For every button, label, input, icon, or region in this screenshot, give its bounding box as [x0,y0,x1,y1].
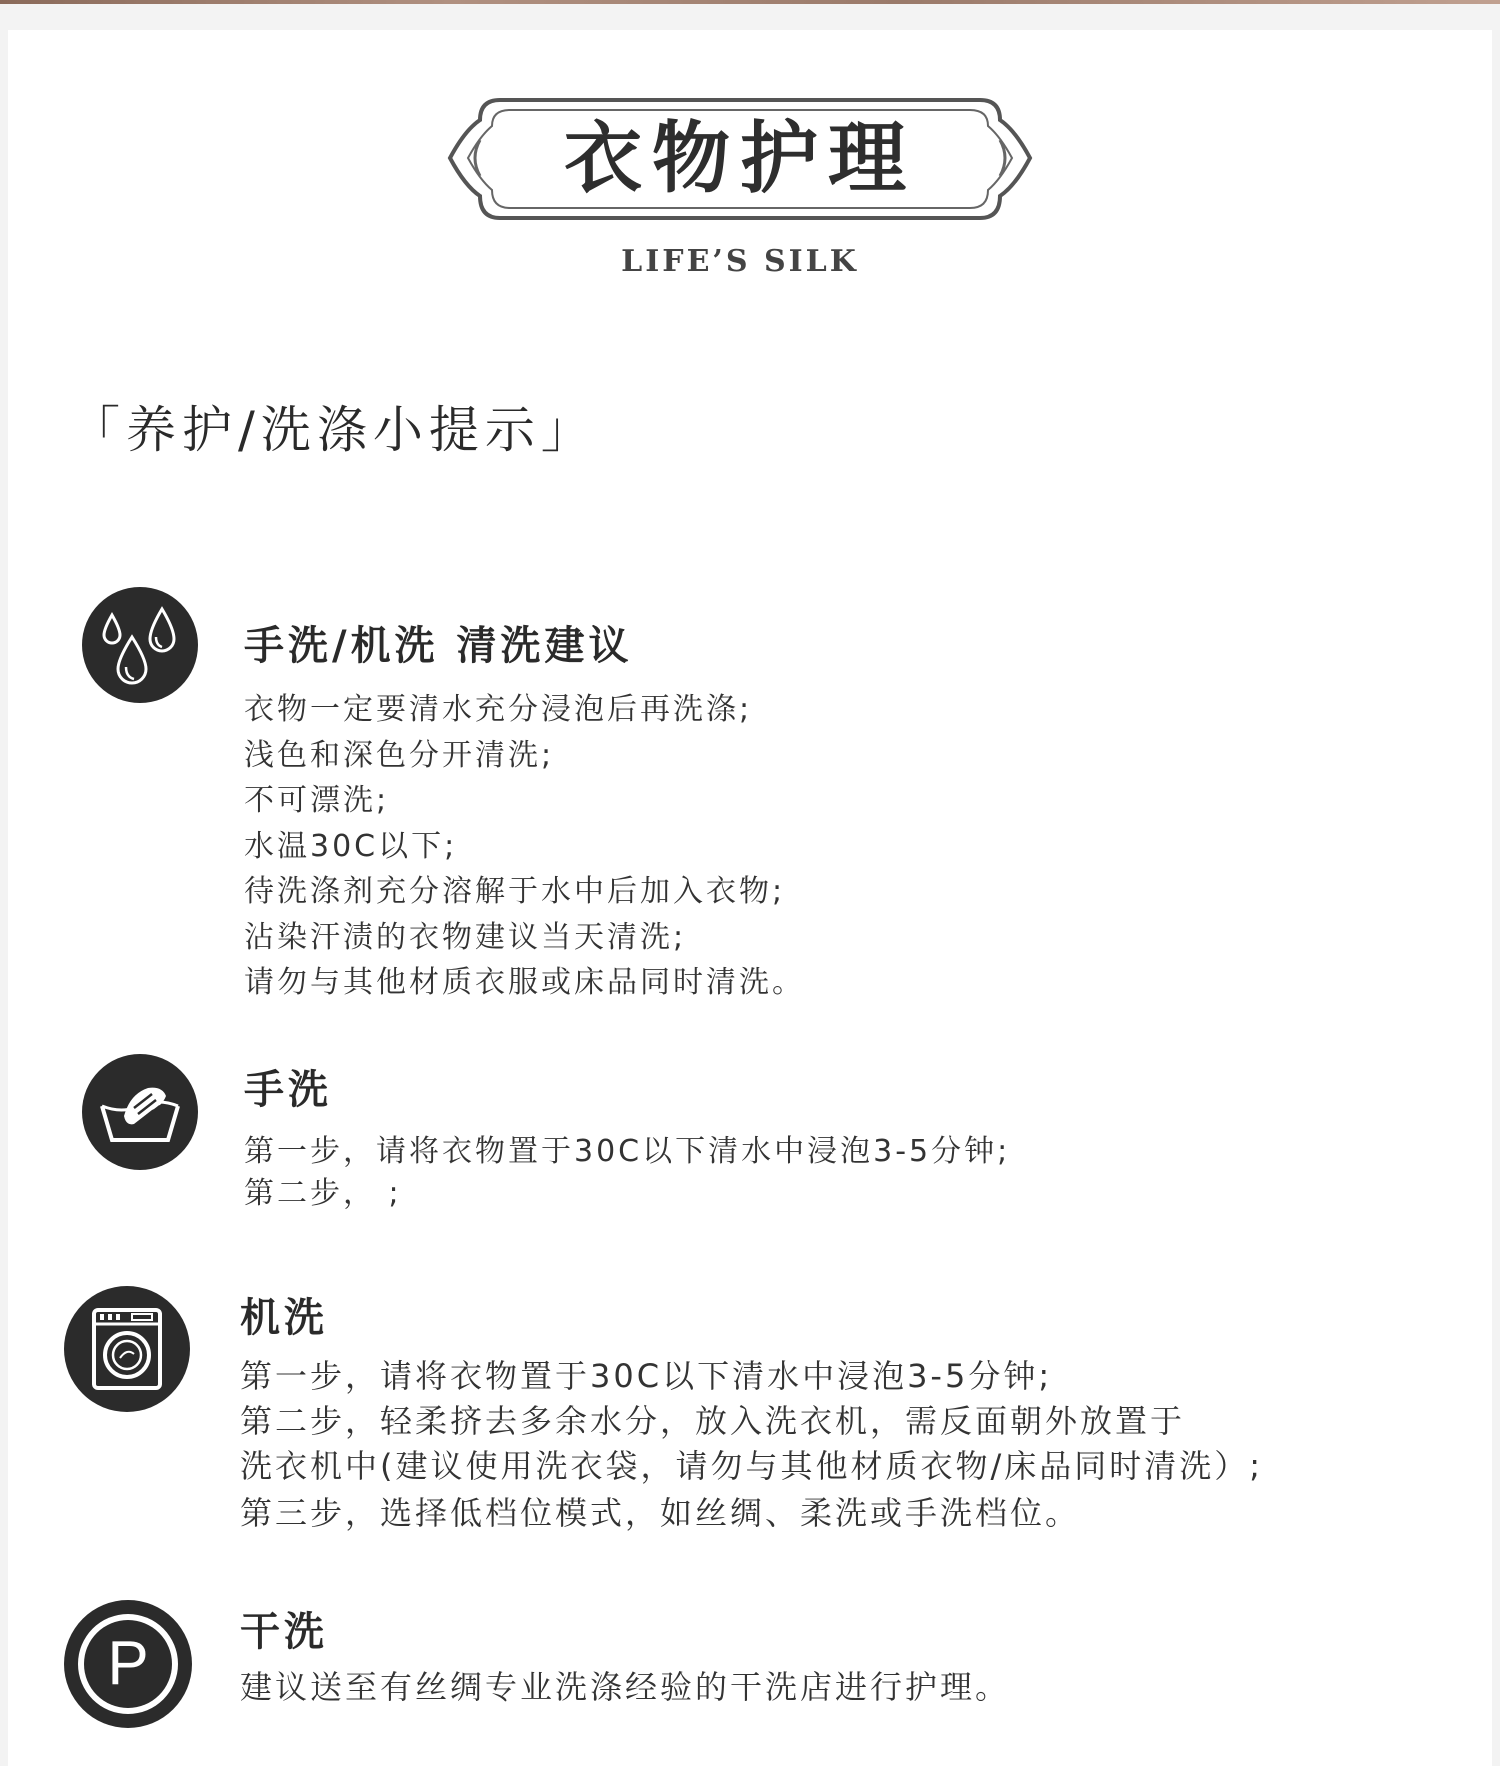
list-item: 建议送至有丝绸专业洗涤经验的干洗店进行护理。 [240,1668,1011,1706]
list-item: 水温30C以下; [244,828,458,864]
page-title: 衣物护理 [563,113,916,204]
item-title-machine-wash: 机洗 [240,1295,328,1341]
item-title-dry-clean: 干洗 [240,1609,328,1655]
top-border [0,0,1500,4]
list-item: 请勿与其他材质衣服或床品同时清洗。 [244,965,805,1000]
title-banner [440,90,1040,230]
list-item: 第二步， ; [244,1176,402,1211]
dry-clean-letter: P [107,1629,149,1698]
list-item: 第一步，请将衣物置于30C以下清水中浸泡3-5分钟; [240,1357,1053,1395]
wash-advice-list [244,687,805,1006]
list-item: 第三步，选择低档位模式，如丝绸、柔洗或手洗档位。 [240,1494,1081,1532]
dry-clean-advice [240,1664,1010,1710]
list-item: 待洗涤剂充分溶解于水中后加入衣物; [244,874,786,909]
list-item: 衣物一定要清水充分浸泡后再洗涤; [244,692,753,727]
list-item: 不可漂洗; [244,783,390,818]
list-item: 浅色和深色分开清洗; [244,737,555,773]
section-heading: 「养护/洗涤小提示」 [70,401,597,459]
water-drops-icon [82,587,198,703]
list-item: 洗衣机中(建议使用洗衣袋，请勿与其他材质衣物/床品同时清洗）; [240,1447,1264,1485]
dry-clean-p-icon [64,1600,192,1728]
brand-subtitle: LIFE’S SILK [621,244,859,279]
item-title-wash-advice: 手洗/机洗 清洗建议 [244,623,633,669]
hand-wash-icon [82,1054,198,1170]
hand-wash-steps [244,1131,1010,1215]
list-item: 第一步，请将衣物置于30C以下清水中浸泡3-5分钟; [244,1134,1011,1169]
list-item: 沾染汗渍的衣物建议当天清洗; [244,919,687,955]
machine-wash-steps [240,1352,1263,1536]
list-item: 第二步，轻柔挤去多余水分，放入洗衣机，需反面朝外放置于 [240,1402,1186,1440]
washing-machine-icon [64,1286,190,1412]
item-title-hand-wash: 手洗 [244,1067,332,1113]
